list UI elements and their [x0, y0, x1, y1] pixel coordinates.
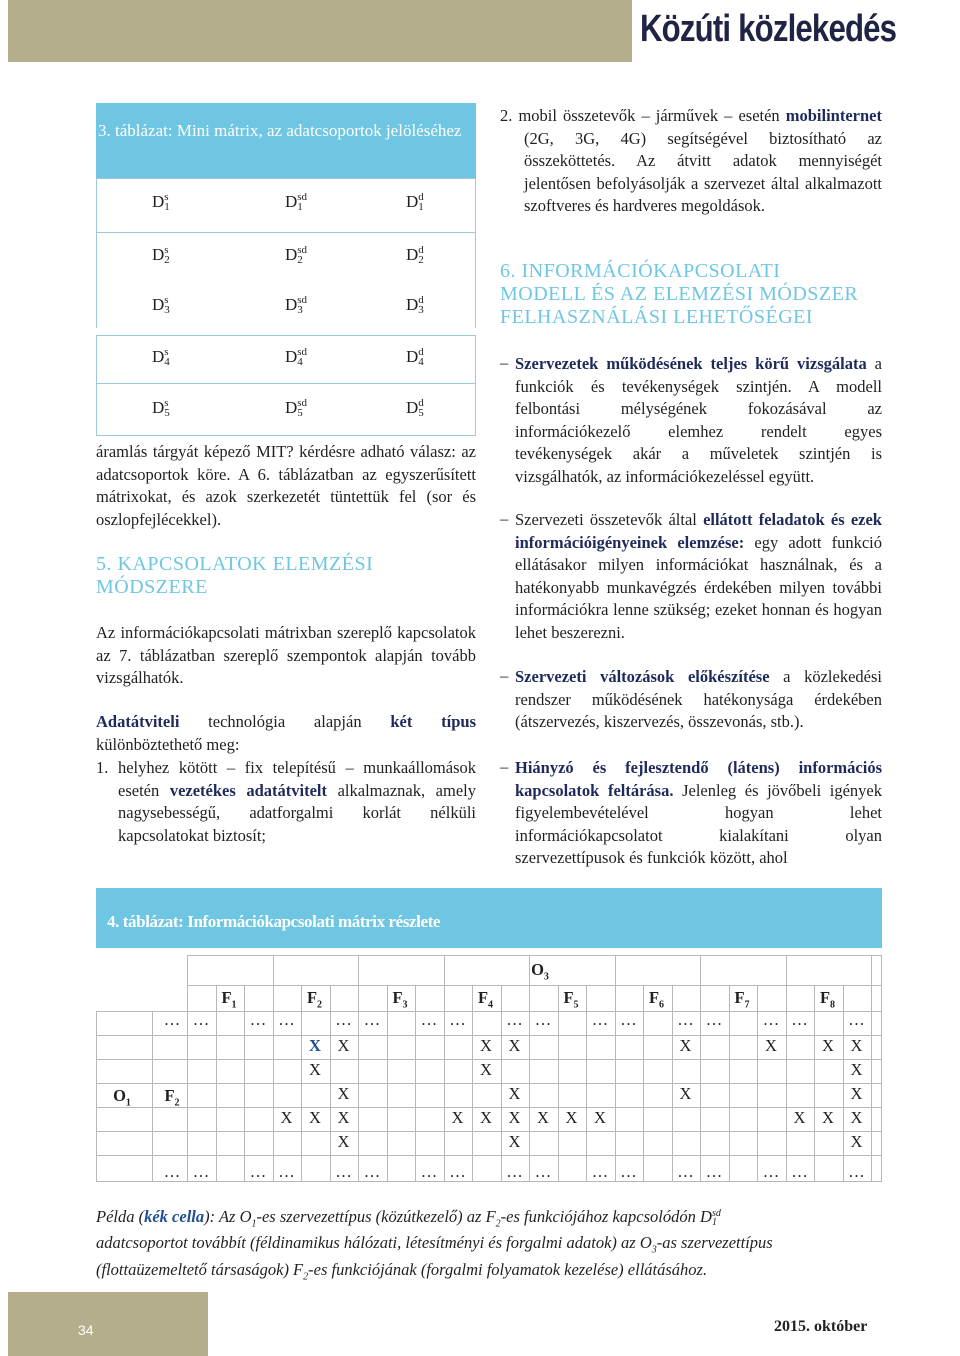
ellipsis-cell: … [278, 1010, 295, 1029]
ellipsis-cell: … [192, 1010, 210, 1029]
bullet-3: Szervezeti változások előkészítése a közlekedési rendszer működésének hatékonysága érdekében (átszervezés, kiszervezés, összevonás, stb.). [515, 667, 882, 731]
ellipsis-cell: … [677, 1010, 694, 1029]
table3-cell: D sd 3 [285, 294, 308, 317]
table3-cell: D d 4 [406, 346, 424, 369]
grid-vline [643, 985, 644, 1181]
x-cell: X [337, 1108, 350, 1127]
grid-vline [358, 955, 359, 1181]
ellipsis-cell: … [762, 1010, 780, 1029]
grid-hline [187, 955, 882, 956]
grid-vline [387, 985, 388, 1181]
table3-cell: D s 5 [152, 397, 170, 420]
bullet-4: Hiányzó és fejlesztendő (látens) információs kapcsolatok feltárása. Jelenleg és jövőbeli igények figyelembevételével hogyan lehet információkapcsolatot kialakítani olyan szervezettípusok és funkciók között, ahol [515, 758, 882, 867]
ellipsis-cell: … [449, 1162, 466, 1181]
ellipsis-cell: … [192, 1162, 210, 1181]
ellipsis-cell: … [506, 1162, 523, 1181]
note-line-2: adatcsoportot továbbít (féldinamikus hálózati, létesítményi és forgalmi adatok) az $O_3-as$ szervezettípus [96, 1233, 773, 1256]
table3-cell: D d 3 [406, 294, 424, 317]
ellipsis-cell: … [449, 1010, 466, 1029]
ellipsis-cell: … [335, 1010, 352, 1029]
ellipsis-cell: … [677, 1162, 694, 1181]
left-paragraph-2: Az információkapcsolati mátrixban szereplő kapcsolatok az 7. táblázatban szereplő szempontok alapján tovább vizsgálhatók. [96, 623, 476, 687]
col-header: $F_7$ [734, 988, 750, 1011]
grid-vline [700, 955, 701, 1181]
grid-vline [216, 985, 217, 1181]
ellipsis-cell: … [591, 1162, 609, 1181]
grid-vline [301, 985, 302, 1181]
ellipsis-cell: … [705, 1162, 723, 1181]
x-cell: X [480, 1108, 492, 1127]
table3-cell: D s 2 [152, 244, 170, 267]
grid-vline [152, 1011, 153, 1181]
ellipsis-cell: … [363, 1162, 381, 1181]
ellipsis-cell: … [335, 1162, 352, 1181]
ellipsis-cell: … [249, 1162, 267, 1181]
bullet-2: Szervezeti összetevők által ellátott feladatok és ezek információigényeinek elemzése: egy adott funkció ellátásakor milyen információkat használnak, és a hatékonyabb munkavégzés érdekében milyen további információkra lenne szükség; ezeket honnan és hogyan lehet beszerezni. [515, 510, 882, 642]
table3-cell: D s 4 [152, 346, 170, 369]
ellipsis-cell: … [620, 1010, 637, 1029]
dash-2: – [500, 509, 509, 528]
x-cell: X [337, 1084, 350, 1103]
ellipsis-cell: … [278, 1162, 295, 1181]
left-paragraph-3: Adatátviteli technológia alapján két típus különböztethető meg: [96, 712, 476, 754]
x-cell: X [850, 1060, 863, 1079]
note-line-1: Példa (kék cella): Az $O_1-es$ szervezettípus (közútkezelő) az $F_2-es$ funkciójához kapcsolódón D sd 1 [96, 1207, 721, 1230]
ellipsis-cell: … [620, 1162, 637, 1181]
table3-caption: 3. táblázat: Mini mátrix, az adatcsoportok jelöléséhez [96, 103, 476, 178]
table3-divider-lower [96, 383, 476, 384]
x-cell: X [793, 1108, 806, 1127]
table3-cell: D sd 4 [285, 346, 308, 369]
table3-cell: D d 5 [406, 397, 424, 420]
ellipsis-cell: … [705, 1010, 723, 1029]
grid-hline [96, 1083, 882, 1084]
x-cell: X [679, 1084, 692, 1103]
col-header: $F_1$ [221, 988, 237, 1011]
x-cell: X [480, 1036, 492, 1055]
x-cell: X [537, 1108, 549, 1127]
table3-cell: D sd 1 [285, 191, 308, 214]
grid-vline [814, 985, 815, 1181]
col-header: $F_2$ [306, 988, 323, 1011]
ellipsis-cell: … [163, 1162, 181, 1181]
grid-vline [558, 985, 559, 1181]
x-cell: X [337, 1036, 350, 1055]
ellipsis-cell: … [363, 1010, 381, 1029]
col-header: $F_5$ [563, 988, 579, 1011]
x-cell-highlighted: X [309, 1036, 321, 1055]
x-cell: X [850, 1036, 863, 1055]
ellipsis-cell: … [420, 1162, 438, 1181]
x-cell: X [508, 1108, 521, 1127]
ellipsis-cell: … [249, 1010, 267, 1029]
col-header: $F_3$ [392, 988, 408, 1011]
x-cell: X [508, 1036, 521, 1055]
table4-caption: 4. táblázat: Információkapcsolati mátrix részlete [96, 888, 882, 948]
table3-cell: D sd 5 [285, 397, 308, 420]
heading-5: 5. KAPCSOLATOK ELEMZÉSI MÓDSZERE [96, 553, 374, 598]
dash-3: – [500, 666, 509, 685]
grid-vline [881, 955, 882, 1181]
table3-cell: D s 3 [152, 294, 170, 317]
grid-vline [96, 1011, 97, 1181]
ellipsis-cell: … [506, 1010, 523, 1029]
col-header: $F_6$ [648, 988, 665, 1011]
x-cell: X [480, 1060, 492, 1079]
x-cell: X [280, 1108, 293, 1127]
x-cell: X [850, 1132, 863, 1151]
ellipsis-cell: … [762, 1162, 780, 1181]
grid-vline [529, 955, 530, 1181]
footer-bar [8, 1292, 208, 1356]
ellipsis-cell: … [848, 1010, 865, 1029]
heading-6: 6. INFORMÁCIÓKAPCSOLATI MODELL ÉS AZ ELEMZÉSI MÓDSZER FELHASZNÁLÁSI LEHETŐSÉGEI [500, 260, 859, 328]
grid-vline [871, 955, 872, 1181]
x-cell: X [850, 1108, 863, 1127]
table3-cell: D s 1 [152, 191, 170, 214]
header-bar [8, 0, 632, 62]
dash-4: – [500, 757, 509, 776]
grid-vline [615, 955, 616, 1181]
ellipsis-cell: … [591, 1010, 609, 1029]
grid-vline [273, 955, 274, 1181]
table3-divider [96, 232, 476, 233]
grid-vline [729, 985, 730, 1181]
table3-cell: D sd 2 [285, 244, 308, 267]
grid-hline [187, 985, 882, 986]
x-cell: X [309, 1108, 321, 1127]
ellipsis-cell: … [791, 1010, 808, 1029]
table3-cell: D d 2 [406, 244, 424, 267]
ellipsis-cell: … [420, 1010, 438, 1029]
ellipsis-cell: … [848, 1162, 865, 1181]
note-line-3: (flottaüzemeltető társaságok) $F_2-es$ funkciójának (forgalmi folyamatok kezelése) ellátásához. [96, 1259, 708, 1282]
x-cell: X [451, 1108, 464, 1127]
x-cell: X [565, 1108, 578, 1127]
list-item-1: 1. helyhez kötött – fix telepítésű – munkaállomások esetén vezetékes adatátvitelt alkalmaznak, amely nagysebességű, adatforgalmi korlát nélküli kapcsolatokat biztosít; [96, 758, 476, 845]
x-cell: X [850, 1084, 863, 1103]
ellipsis-cell: … [791, 1162, 808, 1181]
x-cell: X [822, 1036, 834, 1055]
page-number: 34 [78, 1322, 94, 1338]
x-cell: X [508, 1084, 521, 1103]
grid-hline [96, 1155, 882, 1156]
table4-note [96, 1207, 896, 1286]
grid-vline [444, 955, 445, 1181]
grid-vline [187, 955, 188, 1181]
x-cell: X [309, 1060, 321, 1079]
table3-cell: D d 1 [406, 191, 424, 214]
left-paragraph-1: áramlás tárgyát képező MIT? kérdésre adható válasz: az adatcsoportok köre. A 6. táblázatban az egyszerűsített mátrixokat, és azok szerkezetét tüntettük fel (sor és oszlopfejlécekkel). [96, 442, 476, 529]
list-item-2: 2. mobil összetevők – járművek – esetén mobilinternet (2G, 3G, 4G) segítségével biztosítható az összeköttetés. Az átvitt adatok mennyiségét jelentősen befolyásolják a szervezet által alkalmazott szoftveres és hardveres megoldások. [500, 106, 882, 215]
x-cell: X [508, 1132, 521, 1151]
x-cell: X [822, 1108, 834, 1127]
row-group-header: $O_1$ [113, 1086, 131, 1109]
col-header: $F_8$ [819, 988, 836, 1011]
row-header: $F_2$ [164, 1086, 180, 1109]
dash-1: – [500, 353, 509, 372]
grid-hline [96, 1131, 882, 1132]
x-cell: X [594, 1108, 606, 1127]
grid-vline [472, 985, 473, 1181]
x-cell: X [765, 1036, 777, 1055]
col-group-header: $O_3$ [531, 960, 549, 983]
ellipsis-cell: … [534, 1162, 552, 1181]
bullet-1: Szervezetek működésének teljes körű vizsgálata a funkciók és tevékenységek szintjén. A modell felbontási mélységének fokozásával az információkezelő elemhez rendelt egyes tevékenységek akár a műveletek szintjén is vizsgálhatók, az információkezeléssel együtt. [515, 354, 883, 486]
x-cell: X [679, 1036, 692, 1055]
col-header: $F_4$ [477, 988, 494, 1011]
ellipsis-cell: … [163, 1010, 181, 1029]
grid-vline [786, 955, 787, 1181]
ellipsis-cell: … [534, 1010, 552, 1029]
page-title: Közúti közlekedés [640, 8, 897, 50]
x-cell: X [337, 1132, 350, 1151]
issue-date: 2015. október [774, 1318, 868, 1335]
